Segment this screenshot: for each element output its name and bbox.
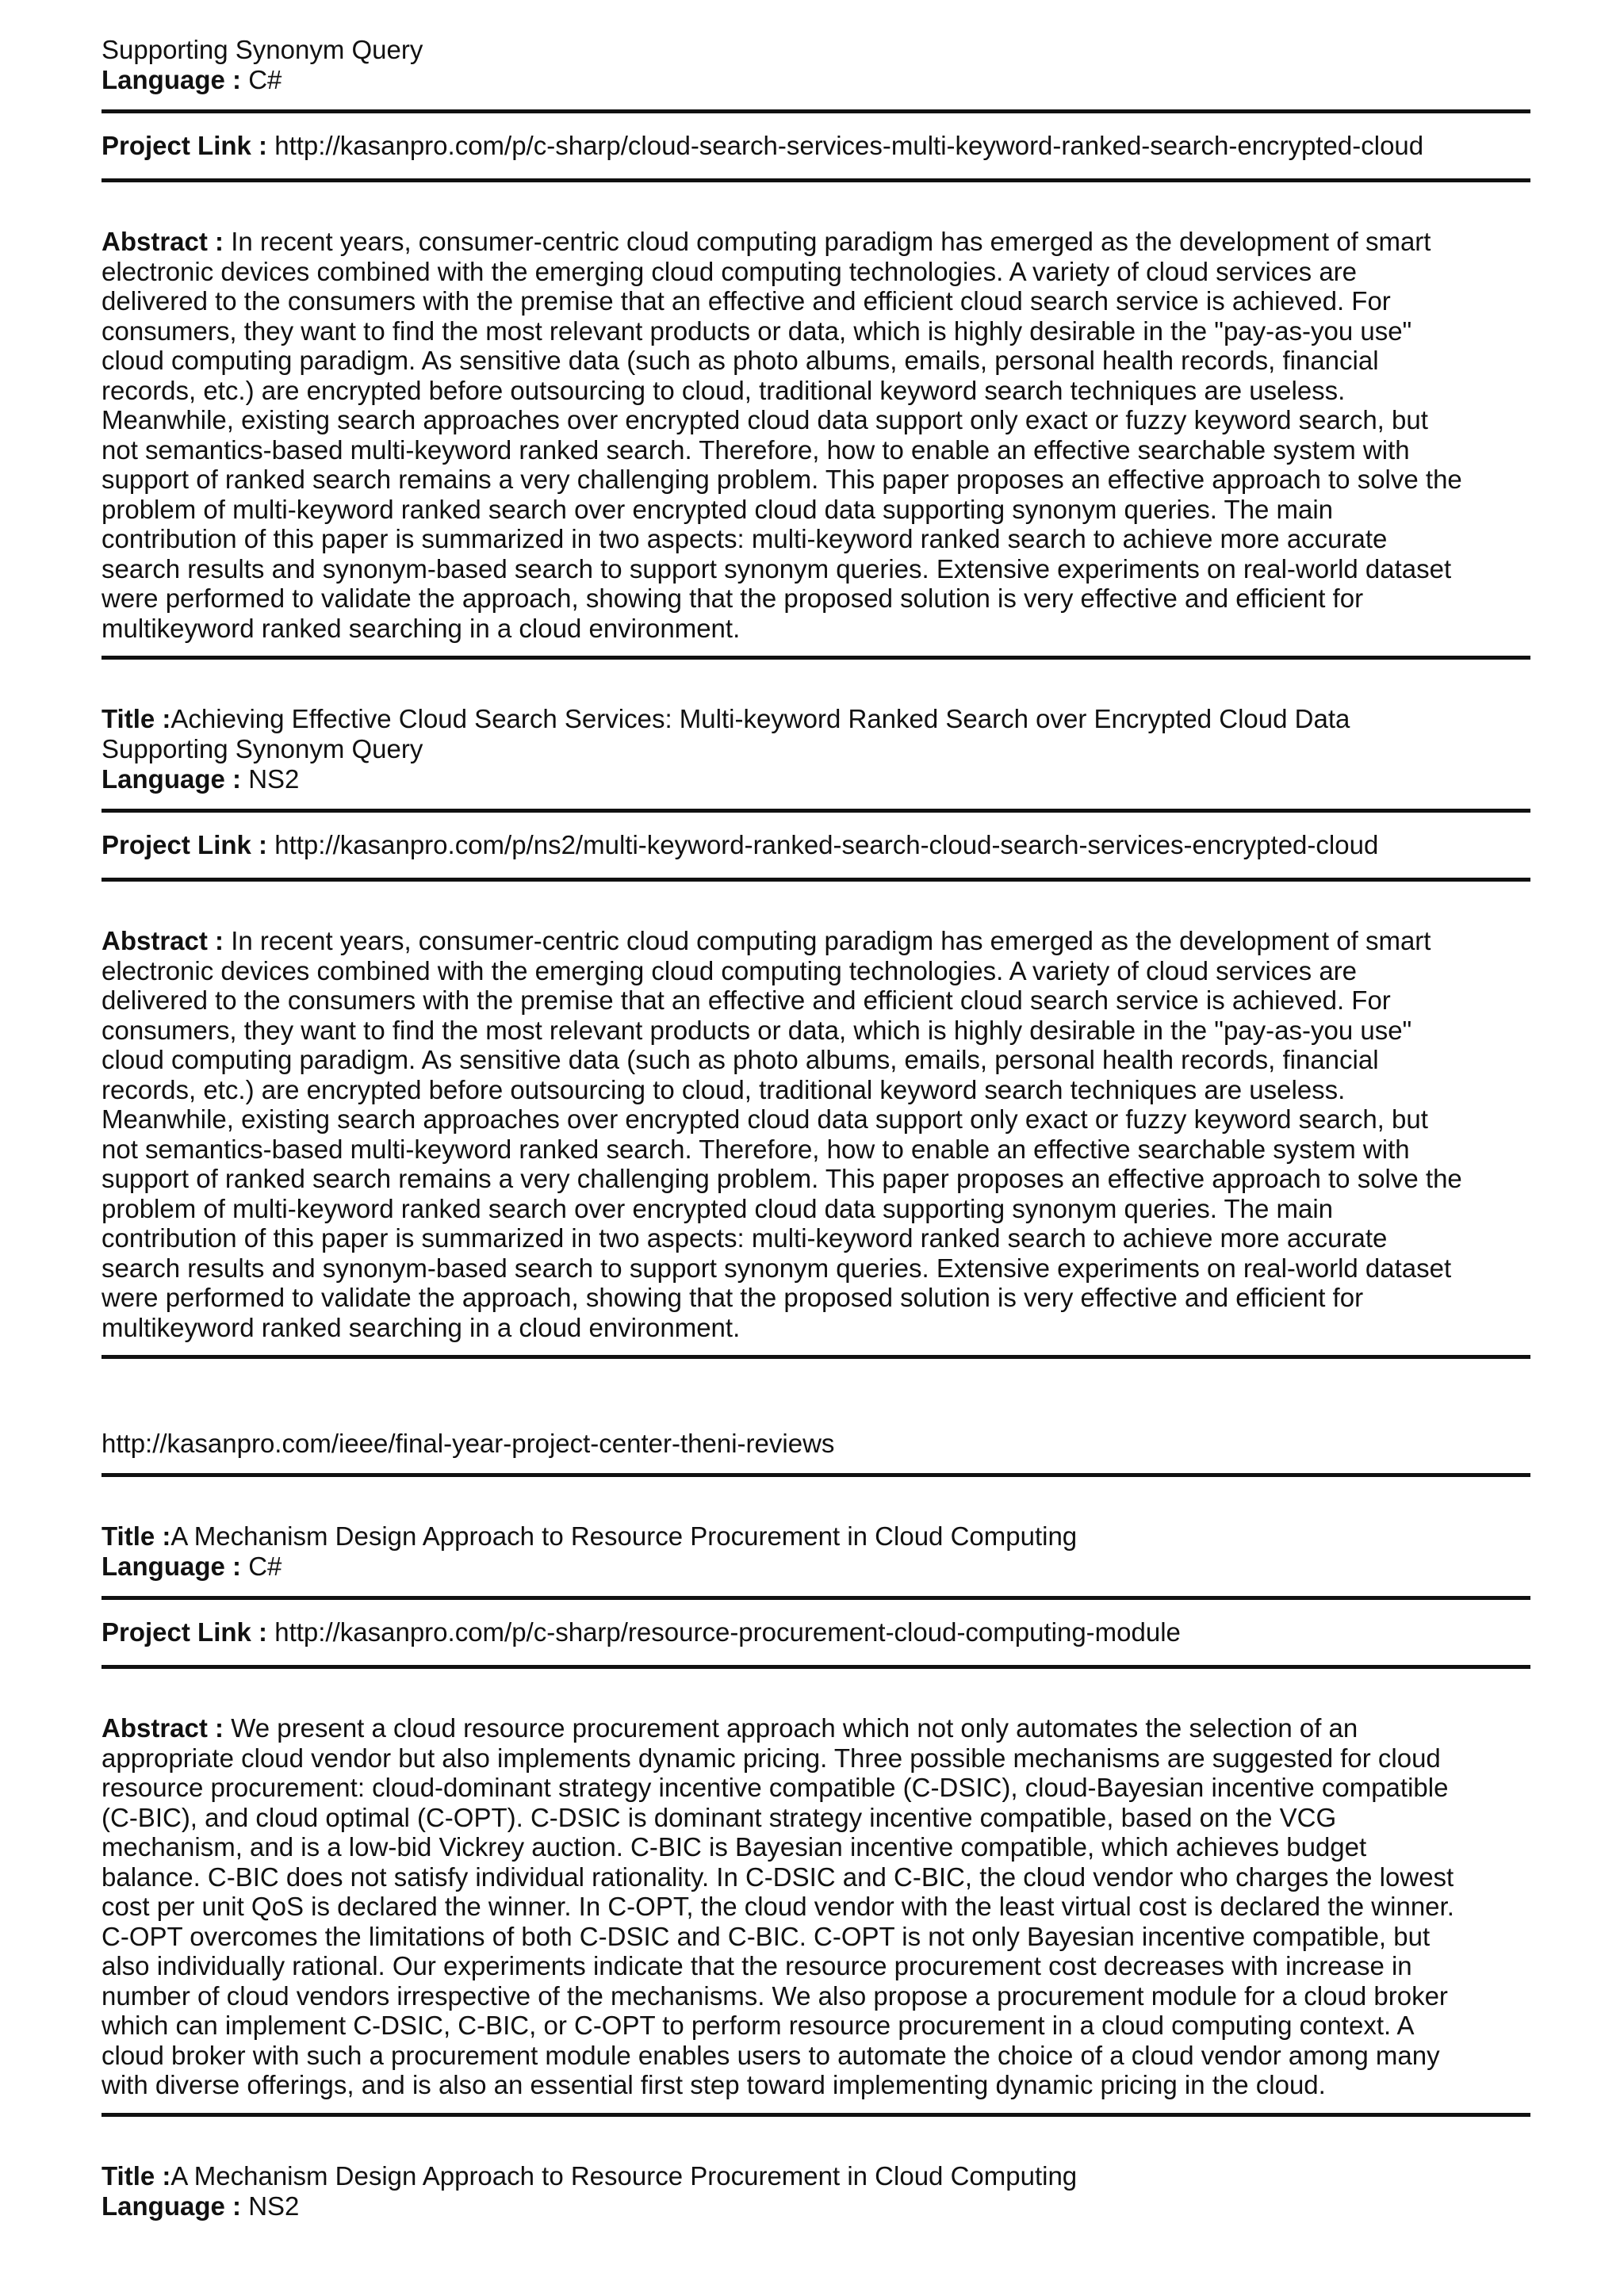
abstract-line: Abstract : In recent years, consumer-centric cloud computing paradigm has emerged as the development of smart — [102, 926, 1431, 955]
reviews-link[interactable]: http://kasanpro.com/ieee/final-year-project-center-theni-reviews — [102, 1429, 835, 1458]
divider — [102, 878, 1530, 882]
abstract-label: Abstract : — [102, 926, 224, 955]
abstract-line: consumers, they want to find the most relevant products or data, which is highly desirable in the "pay-as-you use" — [102, 316, 1412, 346]
reviews-entry — [102, 1429, 1530, 1477]
title-text: A Mechanism Design Approach to Resource Procurement in Cloud Computing — [170, 1521, 1078, 1551]
divider — [102, 178, 1530, 182]
divider — [102, 809, 1530, 813]
abstract-line: mechanism, and is a low-bid Vickrey auction. C-BIC is Bayesian incentive compatible, which achieves budget — [102, 1832, 1367, 1862]
abstract-line: records, etc.) are encrypted before outsourcing to cloud, traditional keyword search techniques are useless. — [102, 375, 1346, 405]
language-label: Language : — [102, 764, 242, 794]
abstract-line: balance. C-BIC does not satisfy individual rationality. In C-DSIC and C-BIC, the cloud vendor who charges the lowest — [102, 1862, 1454, 1892]
abstract-line: Abstract : In recent years, consumer-centric cloud computing paradigm has emerged as the development of smart — [102, 227, 1431, 256]
abstract-line: were performed to validate the approach, showing that the proposed solution is very effective and efficient for — [102, 584, 1364, 613]
abstract-line: support of ranked search remains a very challenging problem. This paper proposes an effective approach to solve the — [102, 465, 1462, 494]
language-label: Language : — [102, 1552, 242, 1581]
title-line — [102, 1521, 1530, 1552]
abstract-line: number of cloud vendors irrespective of the mechanisms. We also propose a procurement module for a cloud broker — [102, 1980, 1448, 2011]
abstract-line: support of ranked search remains a very challenging problem. This paper proposes an effective approach to solve the — [102, 1164, 1462, 1193]
abstract-line: cloud computing paradigm. As sensitive data (such as photo albums, emails, personal health records, financial — [102, 346, 1379, 375]
abstract-line: which can implement C-DSIC, C-BIC, or C-OPT to perform resource procurement in a cloud computing context. A — [102, 2011, 1415, 2040]
title-text: Achieving Effective Cloud Search Services: Multi-keyword Ranked Search over Encrypted Cloud Data — [170, 704, 1350, 733]
abstract-line: consumers, they want to find the most relevant products or data, which is highly desirable in the "pay-as-you use" — [102, 1015, 1412, 1045]
abstract-line: not semantics-based multi-keyword ranked search. Therefore, how to enable an effective searchable system with — [102, 1134, 1410, 1164]
abstract-line: also individually rational. Our experiments indicate that the resource procurement cost decreases with increase in — [102, 1951, 1412, 1980]
project-link-label: Project Link : — [102, 830, 268, 859]
project-entry — [102, 2161, 1530, 2221]
title-continuation: Supporting Synonym Query — [102, 35, 423, 64]
abstract-line: electronic devices combined with the emerging cloud computing technologies. A variety of cloud services are — [102, 256, 1358, 286]
abstract-line: multikeyword ranked searching in a cloud environment. — [102, 1312, 741, 1342]
abstract — [102, 1713, 1530, 2100]
language-label: Language : — [102, 2191, 242, 2221]
language-value: NS2 — [248, 2191, 300, 2221]
abstract-line: C-OPT overcomes the limitations of both C-DSIC and C-BIC. C-OPT is not only Bayesian incentive compatible, but — [102, 1921, 1431, 1951]
divider — [102, 1665, 1530, 1669]
abstract-line: delivered to the consumers with the premise that an effective and efficient cloud search service is achieved. For — [102, 286, 1391, 316]
project-link-url[interactable]: http://kasanpro.com/p/c-sharp/cloud-search-services-multi-keyword-ranked-search-encrypted-cloud — [274, 131, 1424, 160]
project-link-line — [102, 1617, 1530, 1647]
divider — [102, 1355, 1530, 1359]
abstract-label: Abstract : — [102, 227, 224, 256]
abstract-line: problem of multi-keyword ranked search over encrypted cloud data supporting synonym queries. The main — [102, 494, 1334, 524]
abstract-line: were performed to validate the approach, showing that the proposed solution is very effective and efficient for — [102, 1283, 1364, 1312]
language-value: C# — [248, 65, 282, 94]
divider — [102, 1473, 1530, 1477]
abstract-line: (C-BIC), and cloud optimal (C-OPT). C-DSIC is dominant strategy incentive compatible, based on the VCG — [102, 1802, 1337, 1832]
language-line — [102, 65, 1530, 95]
abstract-line: problem of multi-keyword ranked search over encrypted cloud data supporting synonym queries. The main — [102, 1193, 1334, 1223]
divider — [102, 2113, 1530, 2117]
abstract-line: Meanwhile, existing search approaches over encrypted cloud data support only exact or fuzzy keyword search, but — [102, 405, 1428, 434]
abstract — [102, 926, 1530, 1342]
project-link-url[interactable]: http://kasanpro.com/p/ns2/multi-keyword-ranked-search-cloud-search-services-encrypted-cloud — [274, 830, 1379, 859]
abstract-line: Meanwhile, existing search approaches over encrypted cloud data support only exact or fuzzy keyword search, but — [102, 1104, 1428, 1134]
abstract-line: appropriate cloud vendor but also implements dynamic pricing. Three possible mechanisms are suggested for cloud — [102, 1743, 1441, 1773]
title-label: Title : — [102, 2160, 171, 2191]
project-entry — [102, 1521, 1530, 2117]
title-line: Supporting Synonym Query — [102, 734, 423, 763]
abstract-line: search results and synonym-based search to support synonym queries. Extensive experiments on real-world dataset — [102, 1253, 1452, 1283]
language-label: Language : — [102, 65, 242, 94]
language-line — [102, 2191, 1530, 2221]
project-link-url[interactable]: http://kasanpro.com/p/c-sharp/resource-procurement-cloud-computing-module — [274, 1617, 1181, 1647]
abstract-line: not semantics-based multi-keyword ranked search. Therefore, how to enable an effective searchable system with — [102, 434, 1410, 465]
project-link-label: Project Link : — [102, 1617, 268, 1647]
project-link-line — [102, 830, 1530, 860]
title-line — [102, 2161, 1530, 2191]
abstract-line: contribution of this paper is summarized in two aspects: multi-keyword ranked search to achieve more accurate — [102, 524, 1388, 553]
abstract-line: records, etc.) are encrypted before outsourcing to cloud, traditional keyword search techniques are useless. — [102, 1074, 1346, 1104]
project-entry — [102, 704, 1530, 1359]
divider — [102, 1596, 1530, 1600]
abstract-line: electronic devices combined with the emerging cloud computing technologies. A variety of cloud services are — [102, 955, 1358, 985]
divider — [102, 109, 1530, 113]
project-link-label: Project Link : — [102, 131, 268, 160]
abstract-line: cost per unit QoS is declared the winner. In C-OPT, the cloud vendor with the least virtual cost is declared the winner. — [102, 1892, 1454, 1921]
project-entry — [102, 35, 1530, 660]
language-value: NS2 — [248, 764, 300, 794]
abstract-line: contribution of this paper is summarized in two aspects: multi-keyword ranked search to achieve more accurate — [102, 1223, 1388, 1253]
document-page — [102, 35, 1530, 2221]
title-line — [102, 704, 1530, 734]
abstract-line: search results and synonym-based search to support synonym queries. Extensive experiments on real-world dataset — [102, 553, 1452, 584]
language-line — [102, 1552, 1530, 1582]
abstract-label: Abstract : — [102, 1713, 224, 1743]
language-line — [102, 764, 1530, 794]
project-link-line — [102, 131, 1530, 161]
abstract-line: cloud broker with such a procurement module enables users to automate the choice of a cloud vendor among many — [102, 2040, 1440, 2070]
abstract-line: with diverse offerings, and is also an essential first step toward implementing dynamic pricing in the cloud. — [102, 2070, 1326, 2099]
title-text: A Mechanism Design Approach to Resource Procurement in Cloud Computing — [170, 2160, 1078, 2191]
language-value: C# — [248, 1552, 282, 1581]
abstract-line: Abstract : We present a cloud resource procurement approach which not only automates the selection of an — [102, 1713, 1358, 1743]
title-label: Title : — [102, 1521, 171, 1551]
abstract-line: resource procurement: cloud-dominant strategy incentive compatible (C-DSIC), cloud-Bayesian incentive compatible — [102, 1773, 1449, 1802]
abstract-line: multikeyword ranked searching in a cloud environment. — [102, 613, 741, 643]
abstract-line: delivered to the consumers with the premise that an effective and efficient cloud search service is achieved. For — [102, 985, 1391, 1015]
title-label: Title : — [102, 704, 171, 733]
abstract — [102, 227, 1530, 643]
abstract-line: cloud computing paradigm. As sensitive data (such as photo albums, emails, personal health records, financial — [102, 1045, 1379, 1074]
divider — [102, 656, 1530, 660]
